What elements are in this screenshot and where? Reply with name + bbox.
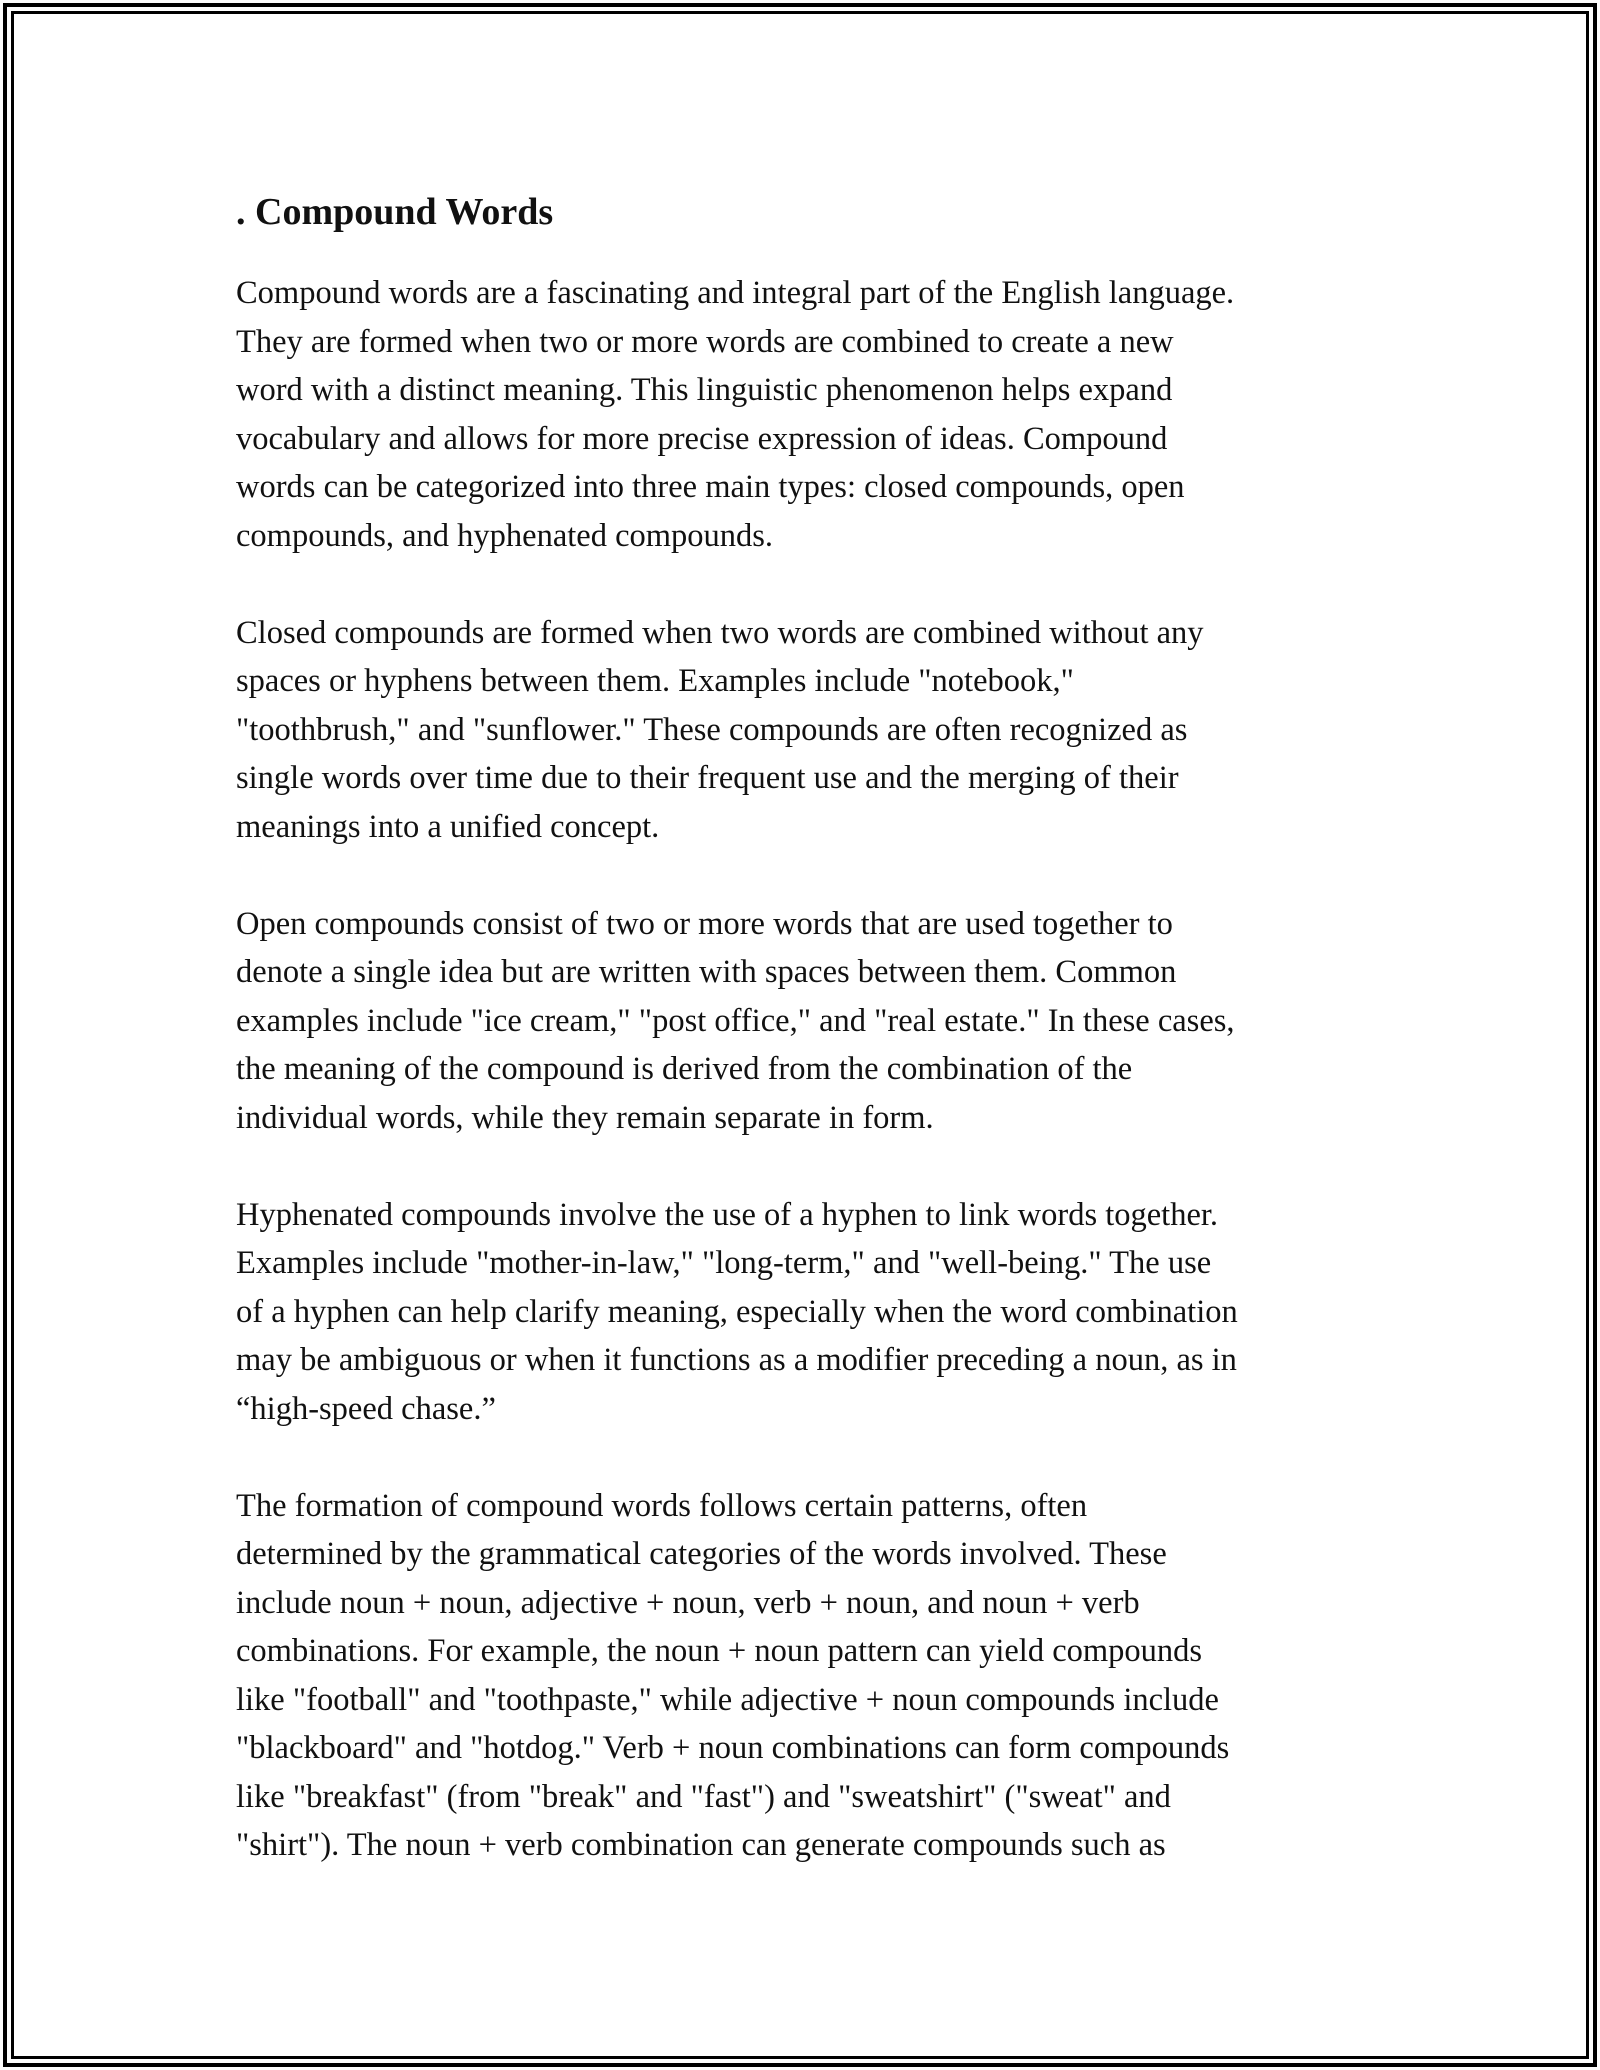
text-line: Examples include "mother-in-law," "long-term," and "well-being." The use <box>236 1245 1212 1281</box>
text-line: "toothbrush," and "sunflower." These compounds are often recognized as <box>236 711 1188 748</box>
text-line: meanings into a unified concept. <box>236 808 660 845</box>
text-line: compounds, and hyphenated compounds. <box>236 517 774 554</box>
text-line: determined by the grammatical categories of the words involved. These <box>236 1536 1167 1572</box>
text-line: individual words, while they remain separate in form. <box>236 1099 934 1136</box>
section-heading: . Compound Words <box>236 191 554 233</box>
document-body <box>236 182 1376 1918</box>
text-line: like "breakfast" (from "break" and "fast") and "sweatshirt" ("sweat" and <box>236 1778 1171 1815</box>
text-line: The formation of compound words follows certain patterns, often <box>236 1487 1088 1524</box>
text-line: "shirt"). The noun + verb combination can generate compounds such as <box>236 1827 1166 1863</box>
text-line: vocabulary and allows for more precise expression of ideas. Compound <box>236 420 1168 457</box>
text-line: single words over time due to their frequent use and the merging of their <box>236 760 1179 796</box>
text-line: the meaning of the compound is derived from the combination of the <box>236 1051 1133 1087</box>
text-line: “high-speed chase.” <box>236 1390 496 1427</box>
text-line: Hyphenated compounds involve the use of a hyphen to link words together. <box>236 1196 1219 1233</box>
paragraph-hyphenated-compounds <box>236 1191 1376 1434</box>
paragraph-closed-compounds <box>236 609 1376 852</box>
text-line: Closed compounds are formed when two words are combined without any <box>236 614 1204 651</box>
text-line: "blackboard" and "hotdog." Verb + noun combinations can form compounds <box>236 1730 1230 1766</box>
text-line: examples include "ice cream," "post office," and "real estate." In these cases, <box>236 1002 1235 1039</box>
text-line: combinations. For example, the noun + noun pattern can yield compounds <box>236 1633 1203 1669</box>
text-line: Open compounds consist of two or more words that are used together to <box>236 905 1173 942</box>
text-line: denote a single idea but are written with spaces between them. Common <box>236 954 1177 990</box>
text-line: may be ambiguous or when it functions as a modifier preceding a noun, as in <box>236 1342 1237 1378</box>
text-line: like "football" and "toothpaste," while adjective + noun compounds include <box>236 1681 1219 1718</box>
text-line: Compound words are a fascinating and integral part of the English language. <box>236 275 1235 311</box>
text-line: word with a distinct meaning. This linguistic phenomenon helps expand <box>236 372 1173 408</box>
paragraph-open-compounds <box>236 900 1376 1143</box>
paragraph-intro <box>236 269 1376 560</box>
text-line: They are formed when two or more words are combined to create a new <box>236 323 1174 360</box>
paragraph-formation-patterns <box>236 1482 1376 1870</box>
text-line: of a hyphen can help clarify meaning, especially when the word combination <box>236 1293 1238 1330</box>
text-line: include noun + noun, adjective + noun, verb + noun, and noun + verb <box>236 1584 1140 1621</box>
text-line: spaces or hyphens between them. Examples include "notebook," <box>236 663 1074 699</box>
text-line: words can be categorized into three main types: closed compounds, open <box>236 469 1185 505</box>
